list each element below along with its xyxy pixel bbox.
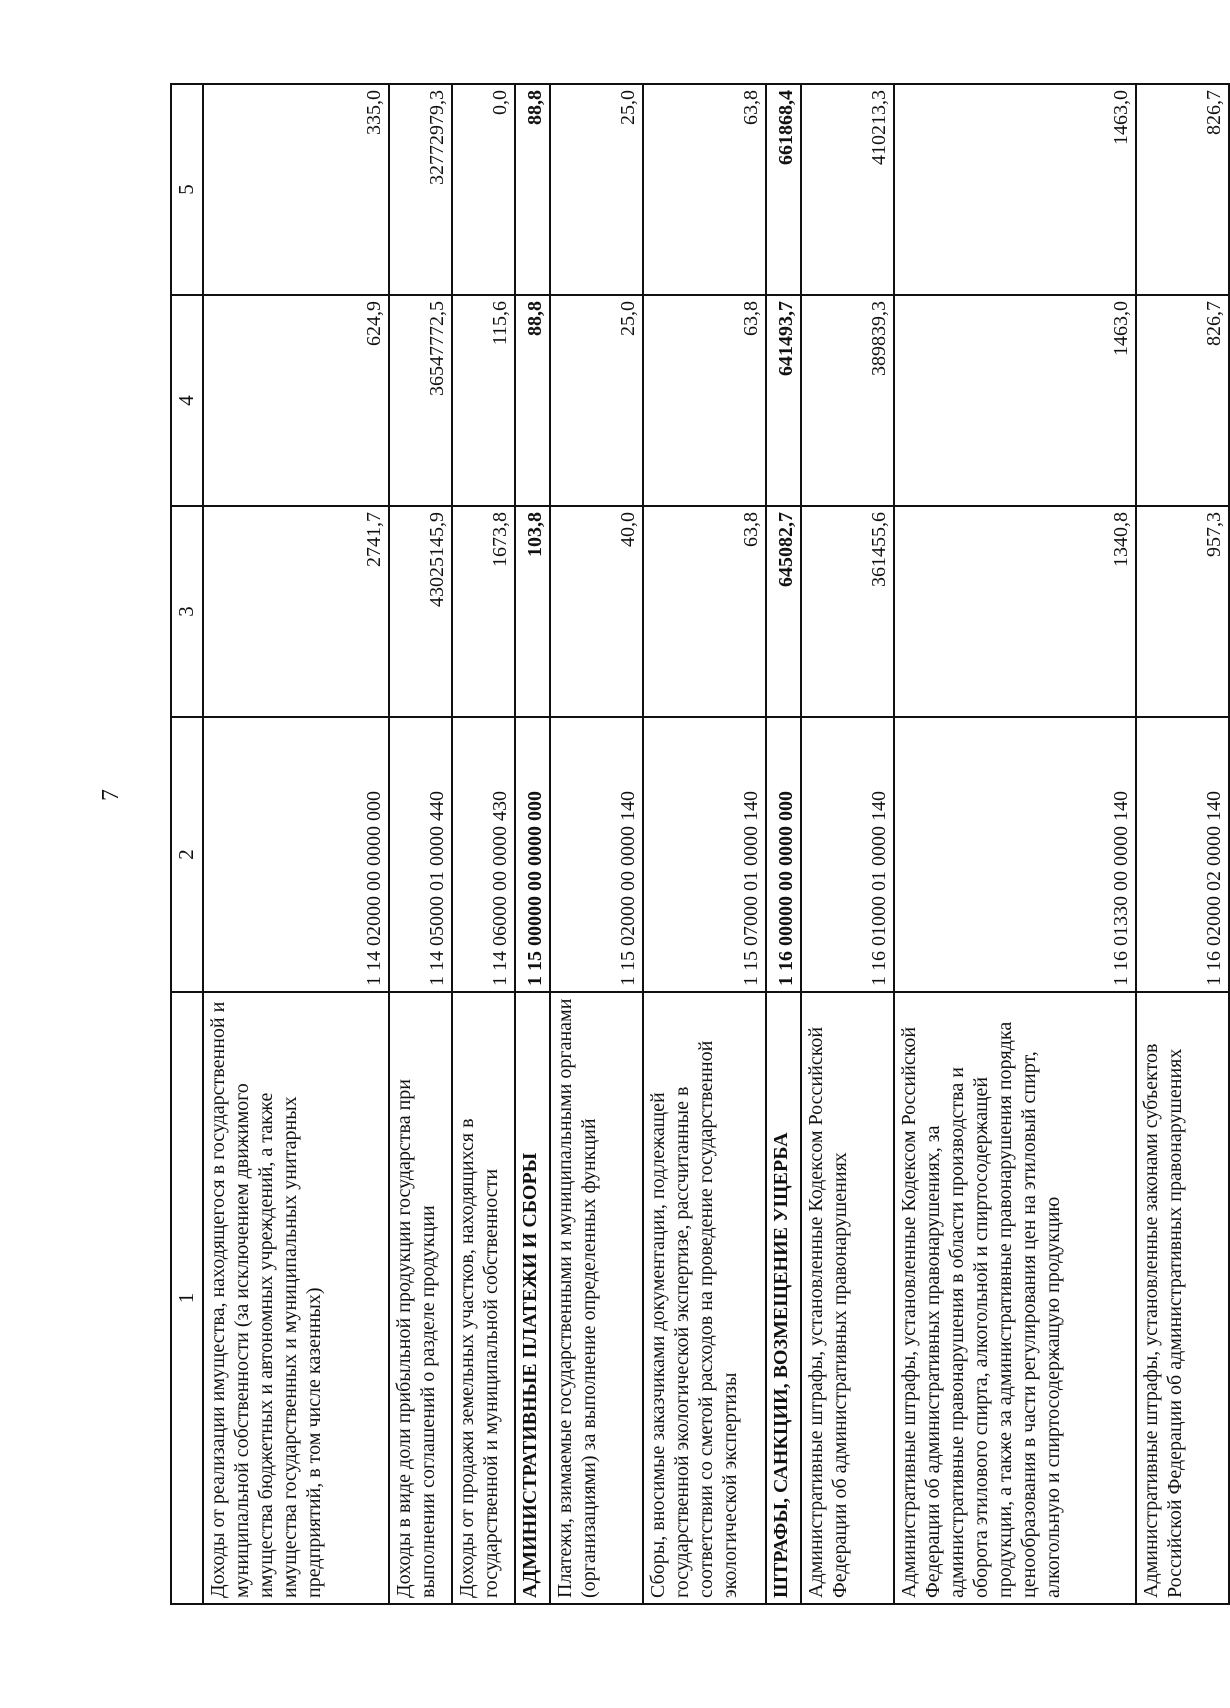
row-value-col5: 826,7: [1136, 84, 1229, 295]
row-code: 1 15 07000 01 0000 140: [643, 717, 766, 992]
row-value-col3: 1340,8: [894, 506, 1136, 717]
row-value-col4: 826,7: [1136, 295, 1229, 506]
row-value-col4: 641493,7: [766, 295, 801, 506]
row-name: АДМИНИСТРАТИВНЫЕ ПЛАТЕЖИ И СБОРЫ: [515, 992, 550, 1604]
row-code: 1 14 06000 00 0000 430: [452, 717, 515, 992]
row-name: ШТРАФЫ, САНКЦИИ, ВОЗМЕЩЕНИЕ УЩЕРБА: [766, 992, 801, 1604]
row-name: Административные штрафы, установленные Кодексом Российской Федерации об административных правонарушениях: [801, 992, 894, 1604]
table-row: [1136, 84, 1229, 1604]
row-code: 1 16 00000 00 0000 000: [766, 717, 801, 992]
row-value-col5: 88,8: [515, 84, 550, 295]
table-row: [550, 84, 643, 1604]
table-row-section: [766, 84, 801, 1604]
row-value-col4: 88,8: [515, 295, 550, 506]
row-name: Сборы, вносимые заказчиками документации, подлежащей государственной экологической экспертизе, рассчитанные в соответствии со сметой расходов на проведение государственной экологической экспертизы: [643, 992, 766, 1604]
row-value-col3: 103,8: [515, 506, 550, 717]
header-col-2: 2: [171, 717, 203, 992]
row-code: 1 15 00000 00 0000 000: [515, 717, 550, 992]
row-value-col5: 63,8: [643, 84, 766, 295]
row-value-col3: 1673,8: [452, 506, 515, 717]
row-code: 1 15 02000 00 0000 140: [550, 717, 643, 992]
row-value-col3: 2741,7: [203, 506, 389, 717]
row-value-col4: 36547772,5: [389, 295, 452, 506]
row-name: Административные штрафы, установленные Кодексом Российской Федерации об административных правонарушениях, за административные правонарушения в области производства и оборота этилового спирта, алкогольной и спиртосодержащей продукции, а также за административные правонарушения порядка ценообразования в части регулирования цен на этиловый спирт, алкогольную и спиртосодержащую продукцию: [894, 992, 1136, 1604]
row-value-col4: 624,9: [203, 295, 389, 506]
row-value-col4: 25,0: [550, 295, 643, 506]
row-value-col5: 25,0: [550, 84, 643, 295]
table-row: [389, 84, 452, 1604]
row-name: Административные штрафы, установленные законами субъектов Российской Федерации об административных правонарушениях: [1136, 992, 1229, 1604]
table-header-row: [171, 84, 203, 1604]
row-code: 1 16 02000 02 0000 140: [1136, 717, 1229, 992]
header-col-3: 3: [171, 506, 203, 717]
row-value-col5: 410213,3: [801, 84, 894, 295]
header-col-1: 1: [171, 992, 203, 1604]
row-code: 1 14 05000 01 0000 440: [389, 717, 452, 992]
row-code: 1 14 02000 00 0000 000: [203, 717, 389, 992]
header-col-5: 5: [171, 84, 203, 295]
row-value-col3: 361455,6: [801, 506, 894, 717]
row-name: Доходы от реализации имущества, находящегося в государственной и муниципальной собственности (за исключением движимого имущества бюджетных и автономных учреждений, а также имущества государственных и муниципальных унитарных предприятий, в том числе казенных): [203, 992, 389, 1604]
table-row: [643, 84, 766, 1604]
row-value-col3: 645082,7: [766, 506, 801, 717]
row-value-col5: 1463,0: [894, 84, 1136, 295]
row-name: Доходы в виде доли прибыльной продукции государства при выполнении соглашений о разделе продукции: [389, 992, 452, 1604]
budget-revenue-table: [170, 83, 1230, 1605]
row-code: 1 16 01000 01 0000 140: [801, 717, 894, 992]
row-value-col3: 43025145,9: [389, 506, 452, 717]
table-row: [203, 84, 389, 1604]
rotated-table-container: [170, 85, 1230, 1605]
table-row: [452, 84, 515, 1604]
row-value-col5: 0,0: [452, 84, 515, 295]
row-value-col5: 335,0: [203, 84, 389, 295]
row-value-col5: 32772979,3: [389, 84, 452, 295]
row-value-col5: 661868,4: [766, 84, 801, 295]
table-row: [801, 84, 894, 1604]
row-name: Доходы от продажи земельных участков, находящихся в государственной и муниципальной собственности: [452, 992, 515, 1604]
row-value-col4: 1463,0: [894, 295, 1136, 506]
row-code: 1 16 01330 00 0000 140: [894, 717, 1136, 992]
header-col-4: 4: [171, 295, 203, 506]
page-number: 7: [98, 789, 124, 801]
table-row-section: [515, 84, 550, 1604]
table-row: [894, 84, 1136, 1604]
row-value-col4: 63,8: [643, 295, 766, 506]
row-value-col4: 115,6: [452, 295, 515, 506]
row-value-col3: 63,8: [643, 506, 766, 717]
row-name: Платежи, взимаемые государственными и муниципальными органами (организациями) за выполнение определенных функций: [550, 992, 643, 1604]
row-value-col3: 40,0: [550, 506, 643, 717]
row-value-col4: 389839,3: [801, 295, 894, 506]
row-value-col3: 957,3: [1136, 506, 1229, 717]
